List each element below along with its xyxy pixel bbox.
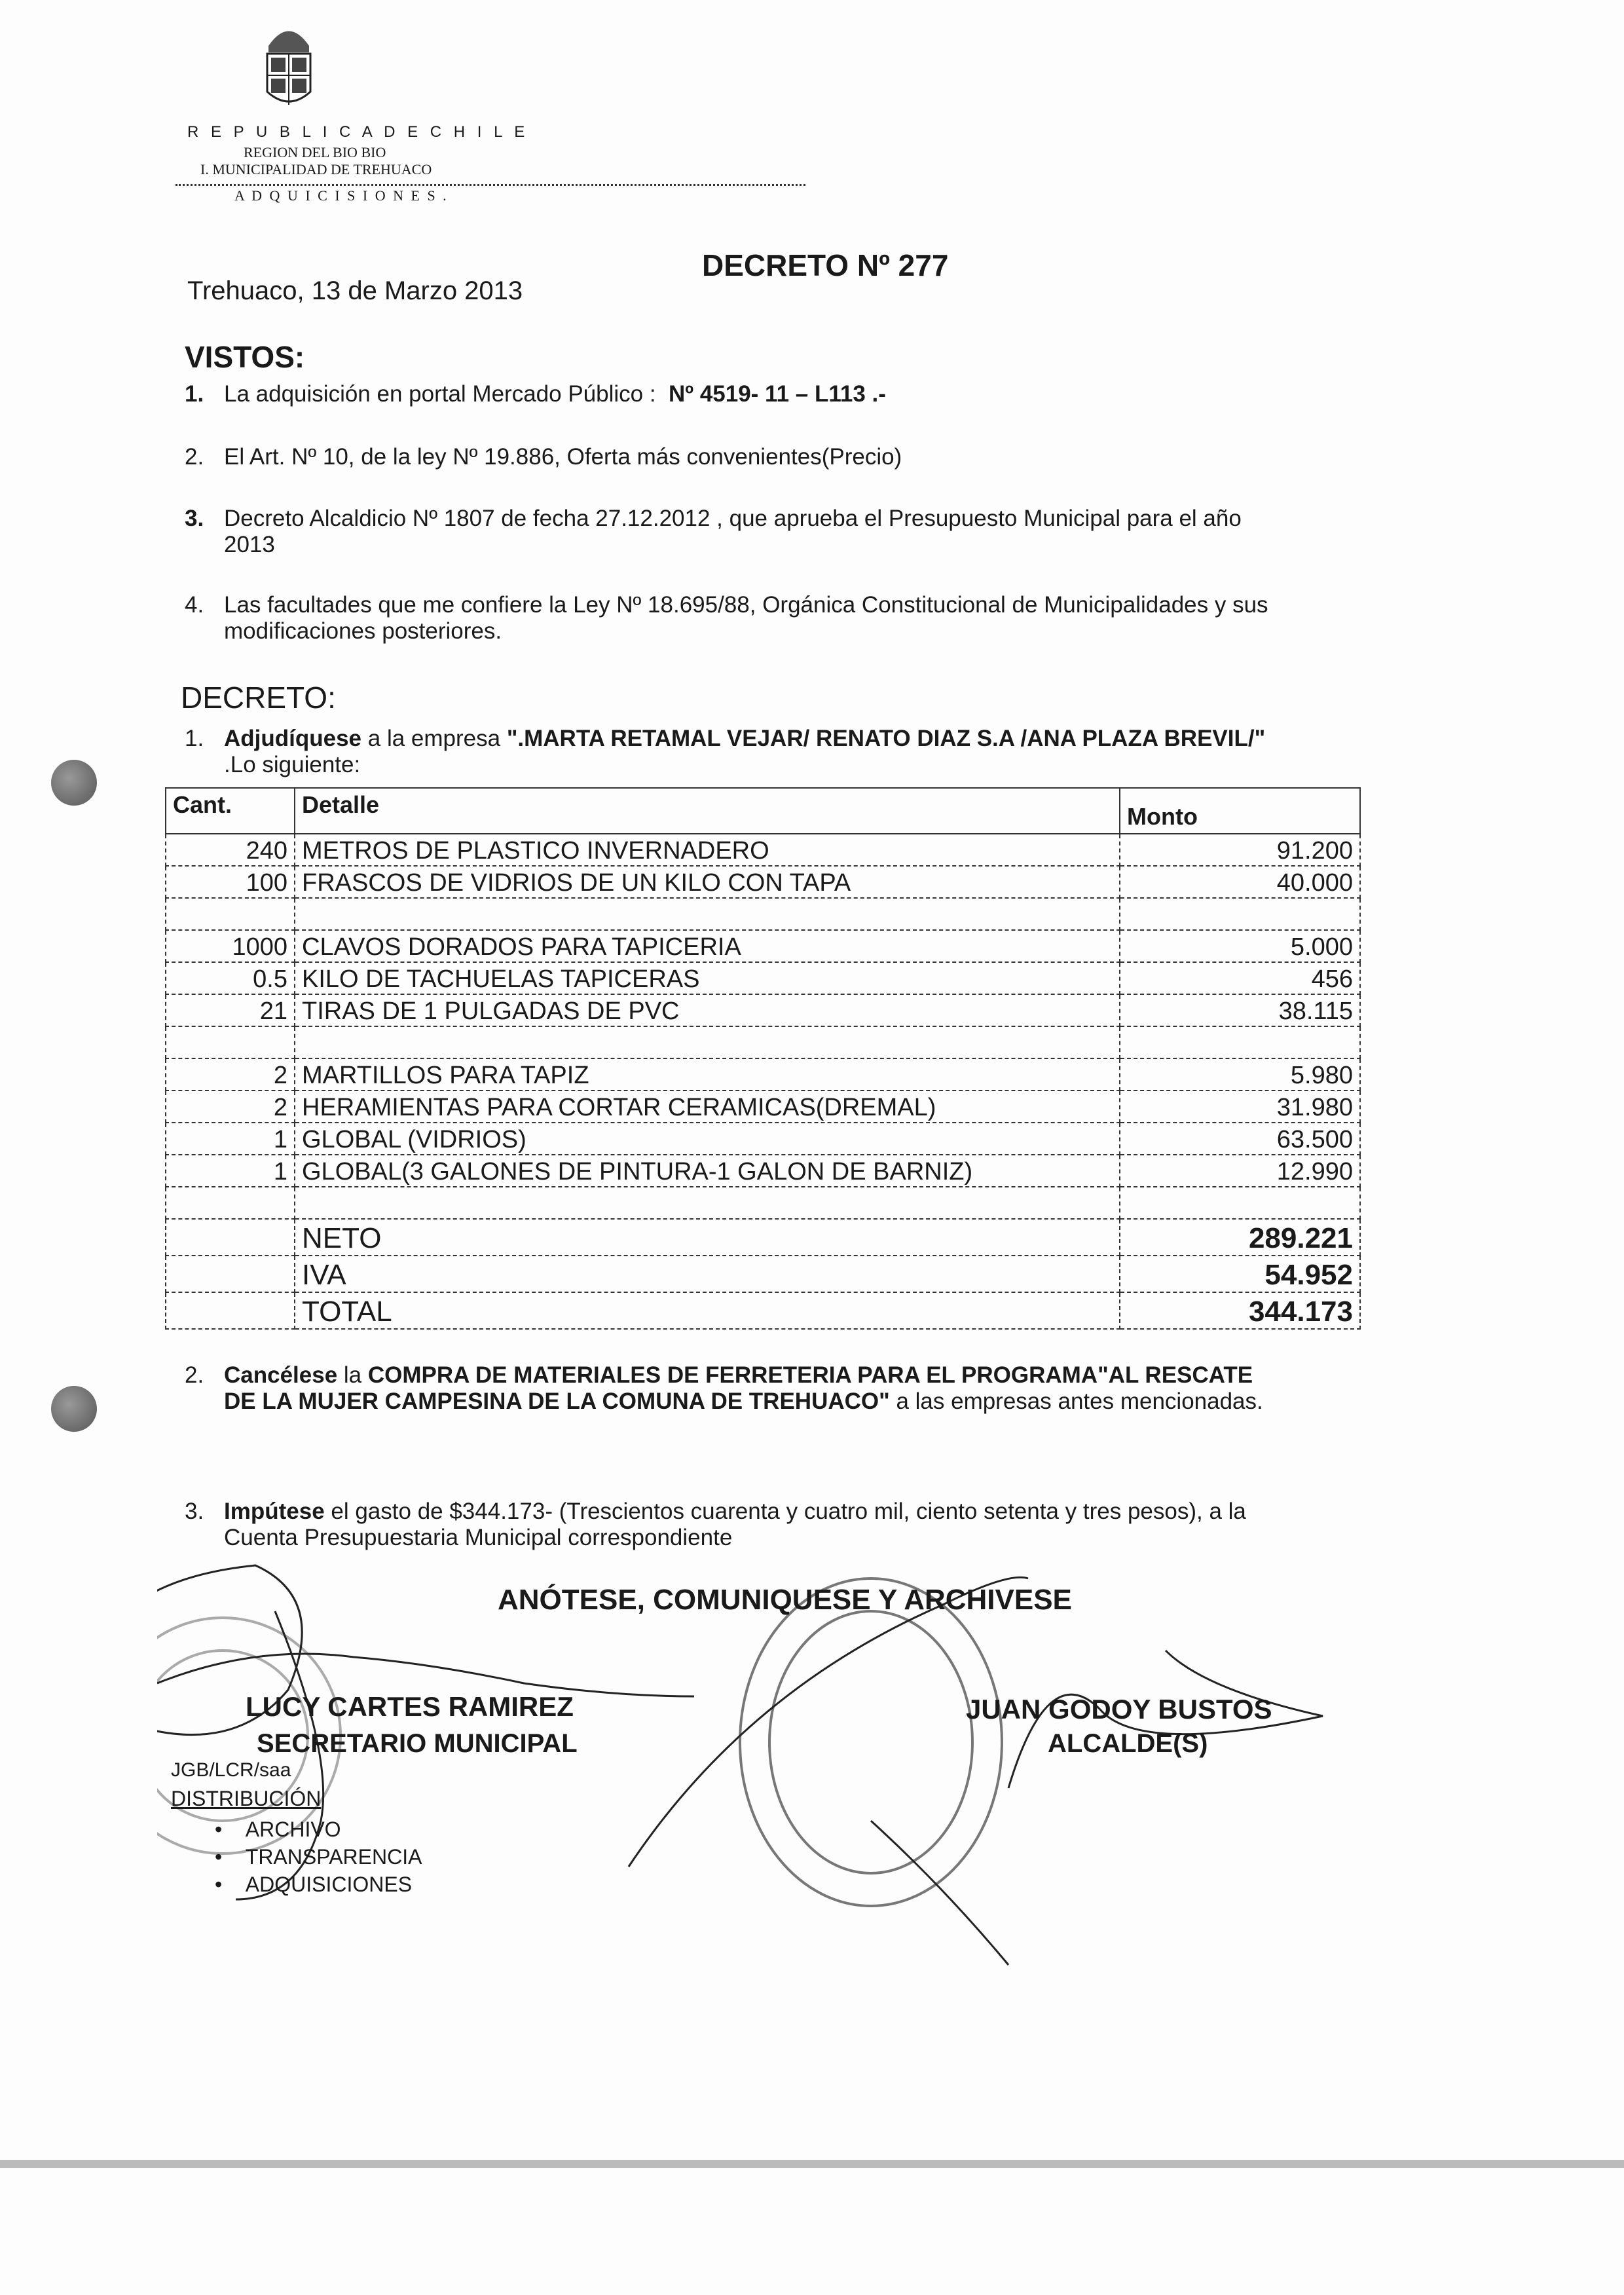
decreto-heading: DECRETO:: [181, 681, 336, 715]
item-text: Decreto Alcaldicio Nº 1807 de fecha 27.12.2012 , que aprueba el Presupuesto Municipal para el año: [224, 506, 1242, 531]
item-text-cont: modificaciones posteriores.: [224, 618, 502, 644]
item-text-cont: a las empresas antes mencionadas.: [889, 1389, 1263, 1414]
mayor-stamp: [740, 1578, 1002, 1906]
cell-monto: 63.500: [1120, 1123, 1360, 1155]
cell-cant: 1000: [166, 930, 295, 962]
cell-monto: 456: [1120, 962, 1360, 994]
total-value: 344.173: [1120, 1292, 1360, 1329]
decree-title: DECRETO Nº 277: [702, 248, 949, 282]
signatory-title-mayor: ALCALDE(S): [1048, 1729, 1208, 1758]
cell-monto: 31.980: [1120, 1091, 1360, 1123]
coat-of-arms-logo: [262, 20, 316, 111]
decreto-item-3: [185, 1499, 1246, 1551]
item-text: El Art. Nº 10, de la ley Nº 19.886, Oferta más convenientes(Precio): [224, 444, 902, 470]
cell-detalle: [295, 1026, 1120, 1058]
signatory-title-secretary: SECRETARIO MUNICIPAL: [257, 1729, 578, 1758]
item-number: 2.: [185, 1362, 204, 1388]
total-label: NETO: [295, 1219, 1120, 1256]
closing-formula: ANÓTESE, COMUNIQUESE Y ARCHIVESE: [498, 1584, 1072, 1616]
cell-detalle: MARTILLOS PARA TAPIZ: [295, 1058, 1120, 1091]
letterhead-country: R E P U B L I C A D E C H I L E: [187, 123, 529, 141]
items-table: [165, 787, 1361, 1330]
cell-detalle: GLOBAL(3 GALONES DE PINTURA-1 GALON DE BARNIZ): [295, 1155, 1120, 1187]
header-detalle: Detalle: [295, 788, 1120, 834]
cell-cant: 240: [166, 834, 295, 866]
cell-empty: [166, 1256, 295, 1292]
decreto-item-1: [185, 726, 1265, 778]
item-number: 3.: [185, 506, 204, 531]
vistos-item-4: [185, 592, 1268, 644]
distribution-item: • ARCHIVO: [215, 1818, 341, 1841]
item-text: a la empresa: [361, 726, 507, 751]
cell-cant: 21: [166, 994, 295, 1026]
cell-cant: [166, 1187, 295, 1219]
item-text: La adquisición en portal Mercado Público :: [224, 381, 656, 407]
punch-hole: [51, 760, 97, 806]
cell-empty: [166, 1292, 295, 1329]
decreto-item-2: [185, 1362, 1263, 1415]
item-number: 2.: [185, 444, 204, 470]
table-row: [166, 1123, 1360, 1155]
item-number: 3.: [185, 1499, 204, 1524]
cell-cant: 1: [166, 1155, 295, 1187]
cell-detalle: FRASCOS DE VIDRIOS DE UN KILO CON TAPA: [295, 866, 1120, 898]
letterhead-region: REGION DEL BIO BIO: [244, 144, 386, 160]
company-names: ".MARTA RETAMAL VEJAR/ RENATO DIAZ S.A /ANA PLAZA BREVIL/": [506, 726, 1266, 751]
cell-detalle: METROS DE PLASTICO INVERNADERO: [295, 834, 1120, 866]
totals-row: [166, 1219, 1360, 1256]
item-text-cont: Cuenta Presupuestaria Municipal correspondiente: [224, 1525, 733, 1550]
cell-monto: [1120, 1026, 1360, 1058]
cell-cant: [166, 1026, 295, 1058]
header-cant: Cant.: [166, 788, 295, 834]
table-row: [166, 1091, 1360, 1123]
signatory-name-secretary: LUCY CARTES RAMIREZ: [246, 1691, 574, 1722]
item-text-cont: 2013: [224, 532, 275, 557]
letterhead-divider: [175, 184, 805, 186]
purchase-title-cont: DE LA MUJER CAMPESINA DE LA COMUNA DE TREHUACO": [224, 1389, 890, 1414]
vistos-item-2: [185, 444, 902, 470]
letterhead-department: A D Q U I C I S I O N E S .: [234, 187, 449, 204]
reference-initials: JGB/LCR/saa: [171, 1759, 291, 1781]
cell-monto: [1120, 898, 1360, 930]
item-text-cont: .Lo siguiente:: [224, 752, 361, 777]
cell-cant: 100: [166, 866, 295, 898]
cell-cant: 0.5: [166, 962, 295, 994]
totals-row: [166, 1292, 1360, 1329]
cell-monto: [1120, 1187, 1360, 1219]
cell-detalle: CLAVOS DORADOS PARA TAPICERIA: [295, 930, 1120, 962]
table-row: [166, 1155, 1360, 1187]
distribution-item-label: TRANSPARENCIA: [245, 1845, 422, 1869]
cell-detalle: KILO DE TACHUELAS TAPICERAS: [295, 962, 1120, 994]
item-verb: Cancélese: [224, 1362, 338, 1388]
cell-detalle: [295, 898, 1120, 930]
distribution-item-label: ADQUISICIONES: [245, 1873, 413, 1896]
total-label: IVA: [295, 1256, 1120, 1292]
item-number: 1.: [185, 726, 204, 751]
cell-detalle: GLOBAL (VIDRIOS): [295, 1123, 1120, 1155]
table-row: [166, 1187, 1360, 1219]
table-header-row: [166, 788, 1360, 834]
tender-id: Nº 4519- 11 – L113 .-: [669, 381, 886, 407]
scan-edge: [0, 2160, 1624, 2168]
table-row: [166, 834, 1360, 866]
distribution-heading: DISTRIBUCIÓN: [171, 1787, 322, 1810]
item-text: el gasto de $344.173- (Trescientos cuarenta y cuatro mil, ciento setenta y tres pesos), a la: [324, 1499, 1246, 1524]
vistos-item-1: [185, 381, 886, 407]
item-number: 4.: [185, 592, 204, 618]
cell-cant: 2: [166, 1091, 295, 1123]
distribution-list: [215, 1816, 422, 1898]
distribution-item: • TRANSPARENCIA: [215, 1845, 422, 1869]
distribution-item: • ADQUISICIONES: [215, 1873, 413, 1896]
table-row: [166, 930, 1360, 962]
header-monto: Monto: [1120, 788, 1360, 834]
table-row: [166, 994, 1360, 1026]
cell-monto: 12.990: [1120, 1155, 1360, 1187]
cell-empty: [166, 1219, 295, 1256]
totals-row: [166, 1256, 1360, 1292]
item-number: 1.: [185, 381, 204, 407]
signatory-name-mayor: JUAN GODOY BUSTOS: [966, 1694, 1272, 1725]
cell-monto: 5.000: [1120, 930, 1360, 962]
item-text: Las facultades que me confiere la Ley Nº 18.695/88, Orgánica Constitucional de Municipalidades y sus: [224, 592, 1268, 618]
cell-monto: 40.000: [1120, 866, 1360, 898]
distribution-item-label: ARCHIVO: [245, 1818, 341, 1841]
vistos-item-3: [185, 506, 1242, 558]
total-value: 289.221: [1120, 1219, 1360, 1256]
cell-detalle: TIRAS DE 1 PULGADAS DE PVC: [295, 994, 1120, 1026]
total-label: TOTAL: [295, 1292, 1120, 1329]
punch-hole: [51, 1386, 97, 1432]
cell-monto: 5.980: [1120, 1058, 1360, 1091]
table-row: [166, 962, 1360, 994]
letterhead-municipality: I. MUNICIPALIDAD DE TREHUACO: [200, 161, 432, 177]
cell-cant: 1: [166, 1123, 295, 1155]
cell-cant: [166, 898, 295, 930]
item-verb: Impútese: [224, 1499, 325, 1524]
table-row: [166, 898, 1360, 930]
table-row: [166, 1026, 1360, 1058]
purchase-title: COMPRA DE MATERIALES DE FERRETERIA PARA EL PROGRAMA"AL RESCATE: [367, 1362, 1253, 1388]
cell-cant: 2: [166, 1058, 295, 1091]
cell-detalle: [295, 1187, 1120, 1219]
total-value: 54.952: [1120, 1256, 1360, 1292]
cell-monto: 91.200: [1120, 834, 1360, 866]
item-text: la: [337, 1362, 368, 1388]
table-row: [166, 1058, 1360, 1091]
signatures-and-stamps: [157, 1559, 1401, 2017]
vistos-heading: VISTOS:: [185, 340, 305, 374]
cell-detalle: HERAMIENTAS PARA CORTAR CERAMICAS(DREMAL): [295, 1091, 1120, 1123]
cell-monto: 38.115: [1120, 994, 1360, 1026]
table-row: [166, 866, 1360, 898]
item-verb: Adjudíquese: [224, 726, 362, 751]
place-date: Trehuaco, 13 de Marzo 2013: [187, 276, 523, 305]
